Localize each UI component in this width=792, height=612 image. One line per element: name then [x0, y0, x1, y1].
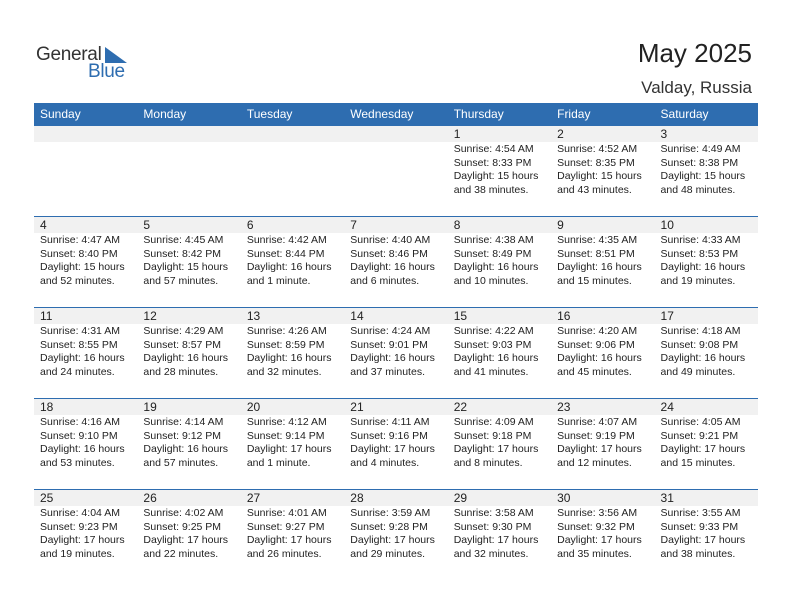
day-cell	[344, 217, 447, 288]
sunset-time: Sunset: 8:53 PM	[660, 247, 739, 260]
day-number: 16	[557, 309, 571, 323]
day-number: 7	[350, 218, 357, 232]
sunrise-time: Sunrise: 4:16 AM	[40, 416, 120, 428]
day-cell	[137, 217, 240, 288]
sunrise-time: Sunrise: 3:55 AM	[660, 507, 741, 519]
daylight-hours: Daylight: 15 hours	[453, 170, 539, 182]
daylight-hours: Daylight: 16 hours	[143, 443, 229, 455]
day-cell	[655, 490, 758, 561]
sunrise-time: Sunrise: 4:18 AM	[660, 325, 741, 337]
weekday-header: Sunday	[40, 107, 81, 121]
daylight-hours: Daylight: 16 hours	[350, 352, 435, 364]
week-row	[34, 126, 758, 216]
sunset-time: Sunset: 9:19 PM	[557, 429, 635, 442]
sunset-time: Sunset: 9:21 PM	[660, 429, 739, 442]
daylight-minutes: and 29 minutes.	[350, 547, 425, 560]
weekday-header: Saturday	[660, 107, 709, 121]
day-cell	[655, 126, 758, 197]
sunset-time: Sunset: 9:12 PM	[143, 429, 222, 442]
daylight-minutes: and 1 minute.	[246, 456, 311, 469]
empty-day-cell	[137, 126, 240, 197]
day-cell	[448, 126, 551, 197]
daylight-hours: Daylight: 17 hours	[557, 443, 642, 455]
sunset-time: Sunset: 9:25 PM	[143, 520, 222, 533]
daylight-minutes: and 4 minutes.	[350, 456, 420, 469]
day-number: 25	[40, 491, 54, 505]
weeks-container	[34, 126, 758, 580]
sunrise-time: Sunrise: 4:14 AM	[143, 416, 224, 428]
daylight-hours: Daylight: 15 hours	[143, 261, 229, 273]
week-days	[34, 217, 758, 288]
sunrise-time: Sunrise: 3:59 AM	[350, 507, 431, 519]
day-number: 3	[660, 127, 668, 141]
sunrise-time: Sunrise: 4:01 AM	[246, 507, 327, 519]
daylight-hours: Daylight: 16 hours	[453, 352, 539, 364]
daylight-minutes: and 38 minutes.	[660, 547, 736, 560]
day-number: 5	[143, 218, 151, 232]
day-cell	[344, 490, 447, 561]
day-cell	[551, 490, 654, 561]
sunrise-time: Sunrise: 4:07 AM	[557, 416, 638, 428]
daylight-minutes: and 1 minute.	[246, 274, 311, 287]
sunset-time: Sunset: 9:14 PM	[246, 429, 325, 442]
week-days	[34, 490, 758, 561]
daylight-hours: Daylight: 17 hours	[557, 534, 642, 546]
sunset-time: Sunset: 8:42 PM	[143, 247, 222, 260]
empty-day-cell	[241, 126, 344, 197]
sunrise-time: Sunrise: 4:38 AM	[453, 234, 534, 246]
daylight-minutes: and 32 minutes.	[246, 365, 322, 378]
daylight-minutes: and 37 minutes.	[350, 365, 425, 378]
weekday-header-row	[34, 103, 758, 126]
sunset-time: Sunset: 8:46 PM	[350, 247, 428, 260]
empty-day-cell	[344, 126, 447, 197]
logo-word-general: General	[36, 44, 102, 65]
day-cell	[137, 399, 240, 470]
day-cell	[344, 308, 447, 379]
daylight-hours: Daylight: 16 hours	[557, 352, 642, 364]
daylight-hours: Daylight: 16 hours	[557, 261, 642, 273]
sunrise-time: Sunrise: 4:26 AM	[246, 325, 327, 337]
daylight-minutes: and 52 minutes.	[40, 274, 115, 287]
day-cell	[241, 490, 344, 561]
day-number: 18	[40, 400, 54, 414]
day-cell	[448, 399, 551, 470]
daylight-hours: Daylight: 16 hours	[660, 261, 746, 273]
daylight-minutes: and 53 minutes.	[40, 456, 115, 469]
daylight-minutes: and 45 minutes.	[557, 365, 632, 378]
day-cell	[241, 308, 344, 379]
daylight-hours: Daylight: 16 hours	[143, 352, 229, 364]
sunrise-time: Sunrise: 4:05 AM	[660, 416, 741, 428]
daylight-hours: Daylight: 17 hours	[350, 534, 435, 546]
sunset-time: Sunset: 9:30 PM	[453, 520, 532, 533]
day-cell	[448, 490, 551, 561]
day-number: 24	[660, 400, 674, 414]
day-number: 9	[557, 218, 564, 232]
day-cell	[655, 399, 758, 470]
day-cell	[34, 399, 137, 470]
sunrise-time: Sunrise: 4:45 AM	[143, 234, 224, 246]
daylight-hours: Daylight: 17 hours	[660, 534, 746, 546]
day-number: 23	[557, 400, 571, 414]
day-number: 4	[40, 218, 47, 232]
day-number: 15	[453, 309, 468, 323]
sunset-time: Sunset: 8:59 PM	[246, 338, 325, 351]
daylight-minutes: and 32 minutes.	[453, 547, 529, 560]
daylight-hours: Daylight: 16 hours	[246, 352, 332, 364]
calendar	[34, 103, 758, 580]
sunset-time: Sunset: 8:40 PM	[40, 247, 118, 260]
week-row	[34, 489, 758, 580]
daylight-minutes: and 22 minutes.	[143, 547, 219, 560]
sunrise-time: Sunrise: 4:12 AM	[246, 416, 327, 428]
daylight-minutes: and 19 minutes.	[40, 547, 115, 560]
daylight-hours: Daylight: 16 hours	[246, 261, 332, 273]
week-days	[34, 126, 758, 197]
daylight-hours: Daylight: 17 hours	[40, 534, 125, 546]
sunset-time: Sunset: 9:33 PM	[660, 520, 739, 533]
day-number: 14	[350, 309, 364, 323]
sunrise-time: Sunrise: 4:22 AM	[453, 325, 534, 337]
day-cell	[655, 308, 758, 379]
daylight-minutes: and 26 minutes.	[246, 547, 322, 560]
sunset-time: Sunset: 9:18 PM	[453, 429, 532, 442]
sunrise-time: Sunrise: 4:42 AM	[246, 234, 327, 246]
daylight-minutes: and 38 minutes.	[453, 183, 529, 196]
day-cell	[137, 490, 240, 561]
sunrise-time: Sunrise: 4:04 AM	[40, 507, 120, 519]
day-number: 27	[246, 491, 261, 505]
weekday-header: Wednesday	[350, 107, 414, 121]
day-cell	[551, 399, 654, 470]
daylight-minutes: and 12 minutes.	[557, 456, 632, 469]
day-number: 22	[453, 400, 468, 414]
sunrise-time: Sunrise: 3:56 AM	[557, 507, 638, 519]
weekday-header: Thursday	[453, 107, 504, 121]
daylight-hours: Daylight: 16 hours	[40, 443, 125, 455]
daylight-minutes: and 49 minutes.	[660, 365, 736, 378]
sunrise-time: Sunrise: 3:58 AM	[453, 507, 534, 519]
daylight-minutes: and 28 minutes.	[143, 365, 219, 378]
page-title: May 2025	[637, 38, 752, 68]
week-row	[34, 398, 758, 489]
day-cell	[34, 308, 137, 379]
day-cell	[241, 217, 344, 288]
sunrise-time: Sunrise: 4:47 AM	[40, 234, 120, 246]
day-number: 17	[660, 309, 674, 323]
sunset-time: Sunset: 9:28 PM	[350, 520, 428, 533]
daylight-hours: Daylight: 16 hours	[660, 352, 746, 364]
sunset-time: Sunset: 9:06 PM	[557, 338, 635, 351]
sunrise-time: Sunrise: 4:02 AM	[143, 507, 224, 519]
sunrise-time: Sunrise: 4:24 AM	[350, 325, 431, 337]
day-number: 29	[453, 491, 468, 505]
daylight-minutes: and 19 minutes.	[660, 274, 736, 287]
day-cell	[448, 217, 551, 288]
daylight-minutes: and 57 minutes.	[143, 456, 219, 469]
daylight-hours: Daylight: 15 hours	[40, 261, 125, 273]
day-number: 28	[350, 491, 364, 505]
weekday-header: Tuesday	[246, 107, 293, 121]
sunset-time: Sunset: 9:08 PM	[660, 338, 739, 351]
daylight-hours: Daylight: 16 hours	[350, 261, 435, 273]
sunrise-time: Sunrise: 4:11 AM	[350, 416, 430, 428]
day-number: 30	[557, 491, 571, 505]
day-number: 31	[660, 491, 674, 505]
day-number: 26	[143, 491, 157, 505]
week-row	[34, 216, 758, 307]
daylight-hours: Daylight: 17 hours	[246, 534, 332, 546]
sunrise-time: Sunrise: 4:52 AM	[557, 143, 638, 155]
daylight-hours: Daylight: 17 hours	[453, 443, 539, 455]
logo	[36, 44, 136, 84]
weekday-header: Monday	[143, 107, 187, 121]
sunrise-time: Sunrise: 4:31 AM	[40, 325, 120, 337]
sunset-time: Sunset: 8:51 PM	[557, 247, 635, 260]
logo-word-blue: Blue	[88, 61, 125, 82]
sunset-time: Sunset: 9:03 PM	[453, 338, 532, 351]
sunset-time: Sunset: 8:33 PM	[453, 156, 532, 169]
sunrise-time: Sunrise: 4:09 AM	[453, 416, 534, 428]
day-number: 2	[557, 127, 564, 141]
day-number: 19	[143, 400, 157, 414]
daylight-hours: Daylight: 15 hours	[660, 170, 746, 182]
week-days	[34, 399, 758, 470]
day-cell	[448, 308, 551, 379]
weekday-header: Friday	[557, 107, 591, 121]
daylight-hours: Daylight: 17 hours	[143, 534, 229, 546]
daylight-hours: Daylight: 17 hours	[246, 443, 332, 455]
day-number: 11	[40, 309, 53, 323]
sunset-time: Sunset: 9:27 PM	[246, 520, 325, 533]
sunset-time: Sunset: 8:49 PM	[453, 247, 532, 260]
daylight-hours: Daylight: 17 hours	[660, 443, 746, 455]
day-number: 12	[143, 309, 157, 323]
daylight-minutes: and 15 minutes.	[557, 274, 632, 287]
daylight-hours: Daylight: 16 hours	[40, 352, 125, 364]
day-cell	[344, 399, 447, 470]
daylight-minutes: and 48 minutes.	[660, 183, 736, 196]
day-cell	[34, 490, 137, 561]
week-days	[34, 308, 758, 379]
empty-day-cell	[34, 126, 137, 197]
sunset-time: Sunset: 8:35 PM	[557, 156, 635, 169]
sunset-time: Sunset: 8:38 PM	[660, 156, 739, 169]
sunset-time: Sunset: 9:23 PM	[40, 520, 118, 533]
day-number: 21	[350, 400, 364, 414]
sunrise-time: Sunrise: 4:49 AM	[660, 143, 741, 155]
sunrise-time: Sunrise: 4:35 AM	[557, 234, 638, 246]
day-cell	[34, 217, 137, 288]
sunrise-time: Sunrise: 4:33 AM	[660, 234, 741, 246]
day-number: 10	[660, 218, 674, 232]
sunset-time: Sunset: 8:44 PM	[246, 247, 325, 260]
sunset-time: Sunset: 8:55 PM	[40, 338, 118, 351]
day-cell	[551, 308, 654, 379]
sunset-time: Sunset: 9:10 PM	[40, 429, 118, 442]
sunrise-time: Sunrise: 4:40 AM	[350, 234, 431, 246]
day-cell	[241, 399, 344, 470]
sunset-time: Sunset: 9:16 PM	[350, 429, 428, 442]
daylight-minutes: and 15 minutes.	[660, 456, 736, 469]
day-number: 6	[246, 218, 254, 232]
daylight-minutes: and 35 minutes.	[557, 547, 632, 560]
daylight-minutes: and 6 minutes.	[350, 274, 420, 287]
daylight-minutes: and 24 minutes.	[40, 365, 115, 378]
sunset-time: Sunset: 9:32 PM	[557, 520, 635, 533]
day-cell	[137, 308, 240, 379]
sunset-time: Sunset: 9:01 PM	[350, 338, 428, 351]
day-number: 13	[246, 309, 261, 323]
day-number: 20	[246, 400, 261, 414]
daylight-minutes: and 41 minutes.	[453, 365, 529, 378]
sunrise-time: Sunrise: 4:20 AM	[557, 325, 638, 337]
daylight-hours: Daylight: 16 hours	[453, 261, 539, 273]
day-number: 8	[453, 218, 461, 232]
daylight-minutes: and 43 minutes.	[557, 183, 632, 196]
sunrise-time: Sunrise: 4:29 AM	[143, 325, 224, 337]
sunrise-time: Sunrise: 4:54 AM	[453, 143, 534, 155]
daylight-minutes: and 57 minutes.	[143, 274, 219, 287]
daylight-hours: Daylight: 17 hours	[453, 534, 539, 546]
daylight-hours: Daylight: 17 hours	[350, 443, 435, 455]
day-cell	[655, 217, 758, 288]
daylight-minutes: and 8 minutes.	[453, 456, 523, 469]
sunset-time: Sunset: 8:57 PM	[143, 338, 222, 351]
day-cell	[551, 217, 654, 288]
week-row	[34, 307, 758, 398]
day-cell	[551, 126, 654, 197]
day-number: 1	[453, 127, 461, 141]
daylight-hours: Daylight: 15 hours	[557, 170, 642, 182]
daylight-minutes: and 10 minutes.	[453, 274, 529, 287]
location-label: Valday, Russia	[641, 78, 752, 97]
